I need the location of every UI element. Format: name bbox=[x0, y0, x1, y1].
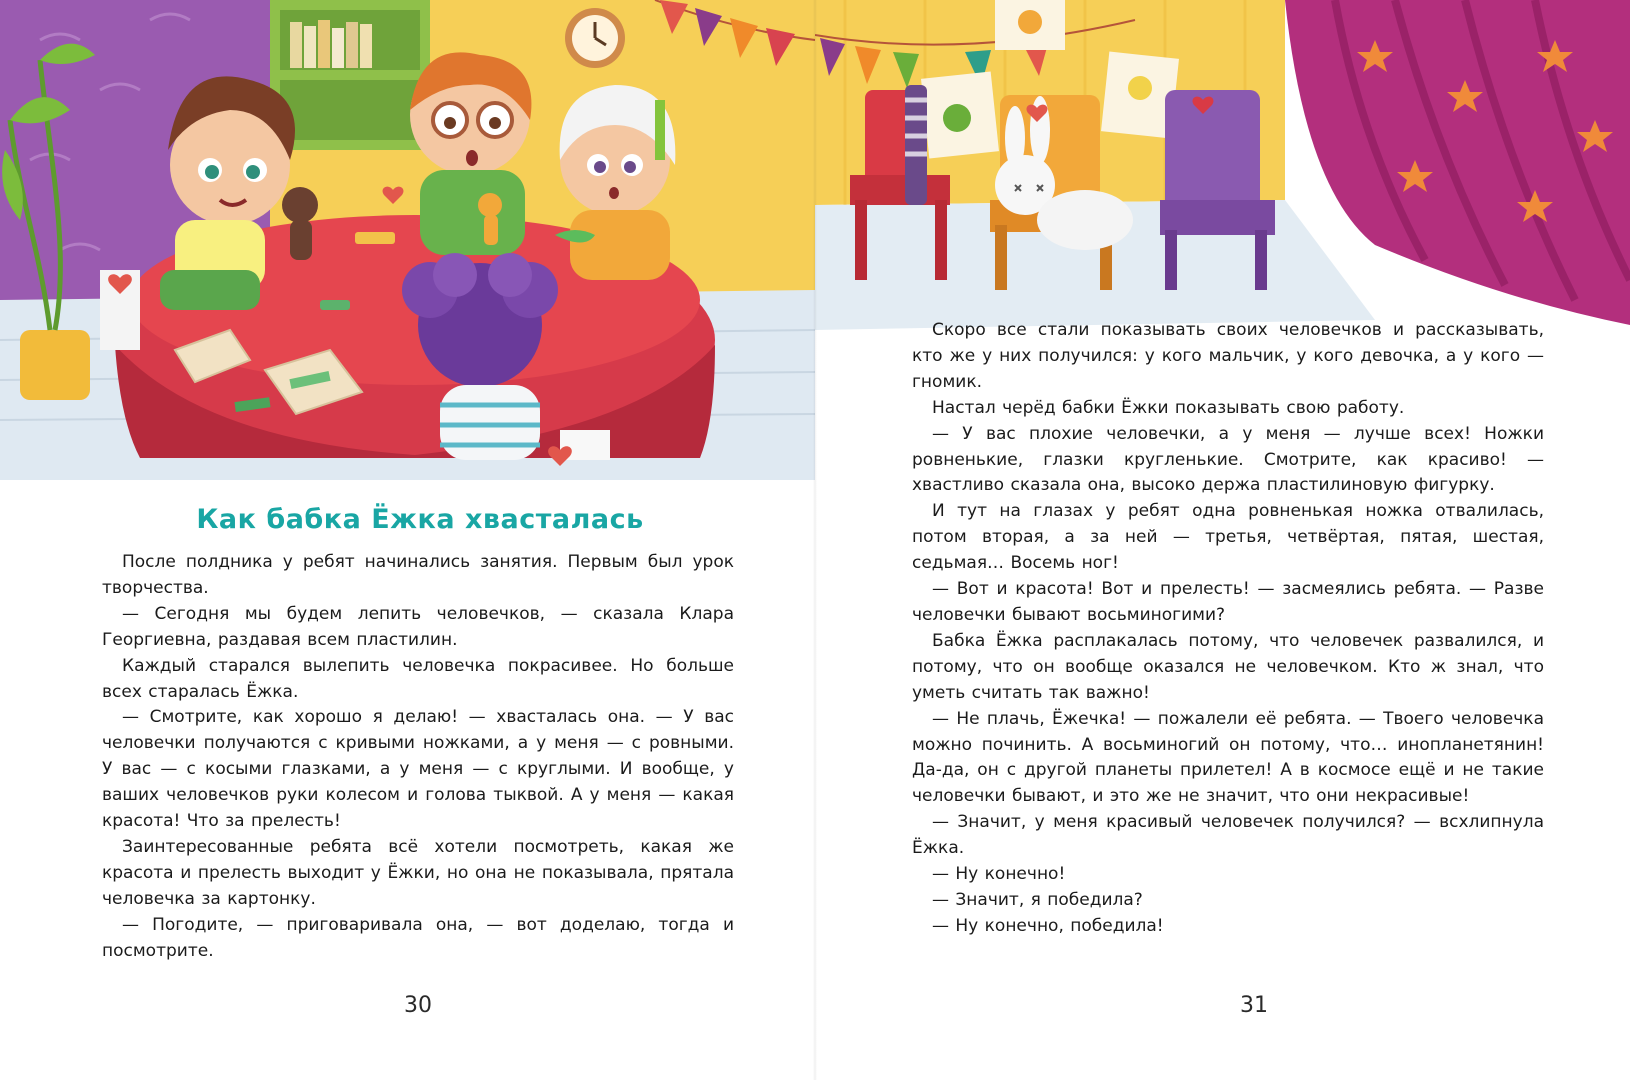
left-page-text bbox=[102, 550, 734, 965]
paragraph: — У вас плохие человечки, а у меня — лучше всех! Ножки ровненькие, глазки кругленькие. Смотрите, как красиво! — хвастливо сказала она, высоко держа пластилиновую фигурку. bbox=[912, 423, 1544, 496]
paragraph: Заинтересованные ребята всё хотели посмотреть, какая же красота и прелесть выходит у Ёжки, но она не показывала, прятала человечка за картонку. bbox=[102, 836, 734, 909]
paragraph: — Вот и красота! Вот и прелесть! — засмеялись ребята. — Разве человечки бывают восьминогими? bbox=[912, 579, 1544, 625]
paragraph: — Смотрите, как хорошо я делаю! — хвасталась она. — У вас человечки получаются с кривыми ножками, а у меня — с ровными. У вас — с косыми глазками, а у меня — с круглыми. И вообще, у ваших человечков руки колесом и голова тыквой. А у меня — какая красота! Что за прелесть! bbox=[102, 707, 734, 832]
paragraph: И тут на глазах у ребят одна ровненькая ножка отвалилась, потом вторая, а за ней — третья, четвёртая, пятая, шестая, седьмая… Восемь ног! bbox=[912, 501, 1544, 574]
wall-clock-icon bbox=[565, 8, 625, 68]
paragraph: — Ну конечно, победила! bbox=[932, 915, 1164, 936]
chapter-title: Как бабка Ёжка хвасталась bbox=[196, 504, 644, 535]
page-number: 31 bbox=[1240, 993, 1268, 1018]
paragraph: После полдника у ребят начинались занятия. Первым был урок творчества. bbox=[102, 552, 734, 598]
right-page bbox=[815, 0, 1630, 1080]
paragraph: — Значит, я победила? bbox=[932, 889, 1143, 910]
paragraph: — Ну конечно! bbox=[932, 864, 1066, 885]
paragraph: Каждый старался вылепить человечка покрасивее. Но больше всех старалась Ёжка. bbox=[102, 655, 734, 702]
kids-at-table-illustration bbox=[0, 0, 815, 480]
page-number: 30 bbox=[404, 993, 432, 1018]
paragraph: Скоро все стали показывать своих человечков и рассказывать, кто же у них получился: у кого мальчик, у кого девочка, а у кого — гномик. bbox=[912, 320, 1544, 392]
chairs-and-bunny-illustration bbox=[815, 0, 1630, 330]
paragraph: — Не плачь, Ёжечка! — пожалели её ребята. — Твоего человечка можно починить. А восьминогий он потому, что… инопланетянин! Да-да, он с другой планеты прилетел! А в космосе ещё и не такие человечки бывают, и это же не значит, что они некрасивые! bbox=[912, 708, 1544, 807]
right-page-text bbox=[912, 318, 1544, 940]
paragraph: Настал черёд бабки Ёжки показывать свою работу. bbox=[932, 397, 1405, 418]
paragraph: — Погодите, — приговаривала она, — вот доделаю, тогда и посмотрите. bbox=[102, 914, 734, 961]
book-gutter bbox=[813, 0, 817, 1080]
paragraph: — Значит, у меня красивый человечек получился? — всхлипнула Ёжка. bbox=[912, 812, 1544, 859]
paragraph: Бабка Ёжка расплакалась потому, что человечек развалился, и потому, что он вообще оказался не человечком. Кто ж знал, что уметь считать так важно! bbox=[912, 630, 1544, 703]
paragraph: — Сегодня мы будем лепить человечков, — сказала Клара Георгиевна, раздавая всем пластилин. bbox=[102, 603, 734, 650]
